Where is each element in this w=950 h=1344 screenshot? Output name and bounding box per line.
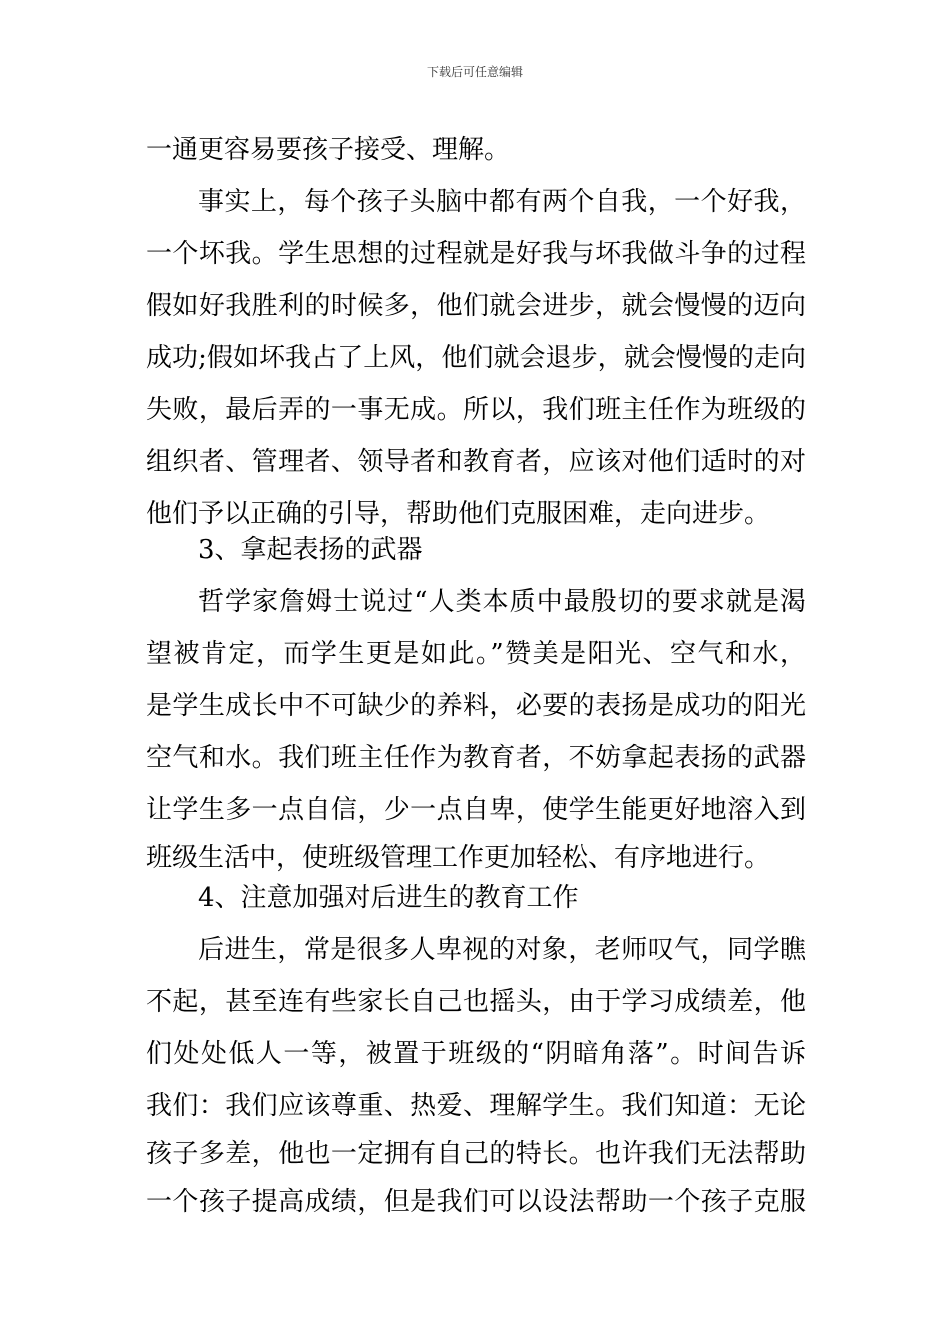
- text-line: 组织者、管理者、领导者和教育者，应该对他们适时的对: [146, 447, 806, 477]
- text-line: 是学生成长中不可缺少的养料，必要的表扬是成功的阳光: [146, 691, 806, 721]
- text-line: 一个孩子提高成绩，但是我们可以设法帮助一个孩子克服: [146, 1187, 806, 1217]
- text-line: 哲学家詹姆士说过“人类本质中最殷切的要求就是渴: [198, 587, 806, 617]
- text-line: 事实上，每个孩子头脑中都有两个自我，一个好我，: [198, 187, 806, 217]
- section-heading: 4、注意加强对后进生的教育工作: [198, 883, 579, 913]
- text-line: 一个坏我。学生思想的过程就是好我与坏我做斗争的过程: [146, 239, 806, 269]
- text-line: 不起，甚至连有些家长自己也摇头，由于学习成绩差，他: [146, 987, 806, 1017]
- text-line: 后进生，常是很多人卑视的对象，老师叹气，同学瞧: [198, 935, 806, 965]
- text-line: 假如好我胜利的时候多，他们就会进步，就会慢慢的迈向: [146, 291, 806, 321]
- section-heading: 3、拿起表扬的武器: [198, 535, 423, 565]
- text-line: 望被肯定，而学生更是如此。”赞美是阳光、空气和水，: [146, 639, 806, 669]
- text-line: 班级生活中，使班级管理工作更加轻松、有序地进行。: [146, 843, 771, 873]
- text-line: 让学生多一点自信，少一点自卑，使学生能更好地溶入到: [146, 795, 806, 825]
- text-line: 我们：我们应该尊重、热爱、理解学生。我们知道：无论: [146, 1091, 806, 1121]
- text-line: 空气和水。我们班主任作为教育者，不妨拿起表扬的武器: [146, 743, 806, 773]
- text-line: 一通更容易要孩子接受、理解。: [146, 135, 511, 165]
- page-header-note: 下载后可任意编辑: [426, 65, 523, 79]
- text-line: 他们予以正确的引导，帮助他们克服困难，走向进步。: [146, 499, 771, 529]
- text-line: 成功;假如坏我占了上风，他们就会退步，就会慢慢的走向: [146, 343, 806, 373]
- text-line: 们处处低人一等，被置于班级的“阴暗角落”。时间告诉: [146, 1039, 806, 1069]
- text-line: 失败，最后弄的一事无成。所以，我们班主任作为班级的: [146, 395, 806, 425]
- text-line: 孩子多差，他也一定拥有自己的特长。也许我们无法帮助: [146, 1139, 806, 1169]
